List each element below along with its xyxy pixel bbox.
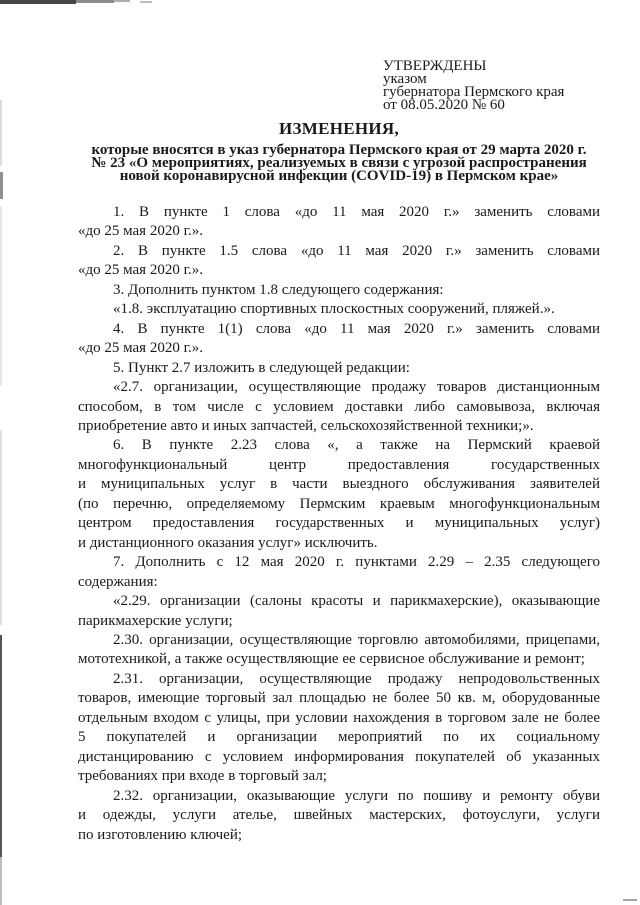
- scan-artifact-left-edge: [0, 100, 2, 166]
- paragraph-10-line-1: «2.29. организации (салоны красоты и парикмахерские), оказывающие: [113, 593, 600, 610]
- paragraph-8-line-1: 6. В пункте 2.23 слова «, а также на Пермский краевой: [113, 437, 600, 454]
- scan-artifact-left-edge: [0, 206, 2, 386]
- paragraph-8-line-2: многофункциональный центр предоставления государственных: [78, 456, 600, 473]
- scan-artifact-top-dash: [140, 1, 152, 3]
- scan-artifact-top-edge-fade: [76, 0, 114, 3]
- scan-artifact-left-edge: [0, 172, 3, 199]
- approval-line: губернатора Пермского края: [383, 83, 565, 100]
- paragraph-5-line-2: «до 25 мая 2020 г.».: [78, 340, 204, 357]
- paragraph-9-line-1: 7. Дополнить с 12 мая 2020 г. пунктами 2.29 – 2.35 следующего: [113, 554, 600, 571]
- paragraph-2-line-1: 2. В пункте 1.5 слова «до 11 мая 2020 г.» заменить словами: [113, 242, 600, 259]
- paragraph-7-line-3: приобретение авто и иных запчастей, сельскохозяйственной техники;».: [78, 417, 534, 434]
- paragraph-9-line-2: содержания:: [78, 573, 158, 590]
- document-subtitle-line: новой коронавирусной инфекции (COVID-19) в Пермском крае»: [119, 168, 559, 185]
- paragraph-7-line-1: «2.7. организации, осуществляющие продажу товаров дистанционным: [113, 379, 600, 396]
- paragraph-3-line-1: 3. Дополнить пунктом 1.8 следующего содержания:: [113, 281, 444, 298]
- approval-line: указом: [383, 70, 427, 87]
- paragraph-8-line-4: (по перечню, определяемому Пермским краевым многофункциональным: [78, 495, 600, 512]
- paragraph-13-line-2: и одежды, услуги ателье, швейных мастерских, фотоуслуги, услуги: [78, 807, 600, 824]
- paragraph-8-line-6: и дистанционного оказания услуг» исключить.: [78, 534, 378, 551]
- paragraph-12-line-6: требованиях при входе в торговый зал;: [78, 768, 327, 785]
- scan-artifact-left-edge: [0, 857, 2, 905]
- paragraph-8-line-5: центром предоставления государственных и муниципальных услуг): [78, 515, 600, 532]
- paragraph-12-line-2: товаров, имеющие торговый зал площадью не более 50 кв. м, оборудованные: [78, 690, 600, 707]
- paragraph-12-line-4: 5 покупателей и организации мероприятий по их социальному: [78, 729, 600, 746]
- approval-line: УТВЕРЖДЕНЫ: [383, 58, 487, 74]
- document-body: [78, 203, 600, 845]
- paragraph-8-line-3: и муниципальных услуг в части выездного обслуживания заявителей: [78, 476, 600, 493]
- paragraph-1-line-1: 1. В пункте 1 слова «до 11 мая 2020 г.» заменить словами: [113, 204, 600, 220]
- paragraph-10-line-2: парикмахерские услуги;: [78, 612, 233, 629]
- document-subtitle-line: которые вносятся в указ губернатора Пермского края от 29 марта 2020 г.: [91, 142, 587, 158]
- paragraph-11-line-1: 2.30. организации, осуществляющие торговлю автомобилями, прицепами,: [113, 631, 600, 648]
- paragraph-1-line-2: «до 25 мая 2020 г.».: [78, 223, 204, 240]
- paragraph-4-line-1: «1.8. эксплуатацию спортивных плоскостных сооружений, пляжей.».: [113, 301, 555, 318]
- approval-line: от 08.05.2020 № 60: [383, 96, 505, 113]
- paragraph-12-line-5: дистанцированию с условием информирования покупателей об указанных: [78, 748, 600, 765]
- paragraph-5-line-1: 4. В пункте 1(1) слова «до 11 мая 2020 г.» заменить словами: [113, 320, 600, 337]
- paragraph-12-line-3: отдельным входом с улицы, при условии нахождения в торговом зале не более: [78, 709, 600, 726]
- document-subtitle: [78, 144, 600, 184]
- paragraph-12-line-1: 2.31. организации, осуществляющие продажу непродовольственных: [113, 670, 600, 687]
- scan-artifact-top-edge: [0, 0, 76, 4]
- approval-stamp-block: [383, 60, 564, 112]
- document-subtitle-line: № 23 «О мероприятиях, реализуемых в связи с угрозой распространения: [91, 155, 587, 172]
- scan-artifact-left-edge: [0, 430, 2, 625]
- paragraph-7-line-2: способом, в том числе с условием доставки либо самовывоза, включая: [78, 398, 600, 415]
- document-title: ИЗМЕНЕНИЯ,: [278, 119, 400, 138]
- paragraph-2-line-2: «до 25 мая 2020 г.».: [78, 262, 204, 279]
- scan-artifact-left-edge: [0, 635, 2, 857]
- paragraph-13-line-3: по изготовлению ключей;: [78, 826, 243, 843]
- scan-artifact-top-dash: [114, 0, 130, 2]
- paragraph-6-line-1: 5. Пункт 2.7 изложить в следующей редакции:: [113, 359, 410, 376]
- paragraph-13-line-1: 2.32. организации, оказывающие услуги по пошиву и ремонту обуви: [113, 787, 600, 804]
- paragraph-11-line-2: мототехникой, а также осуществляющие ее сервисное обслуживание и ремонт;: [78, 651, 585, 668]
- scan-artifact-bottom-right: [623, 899, 637, 901]
